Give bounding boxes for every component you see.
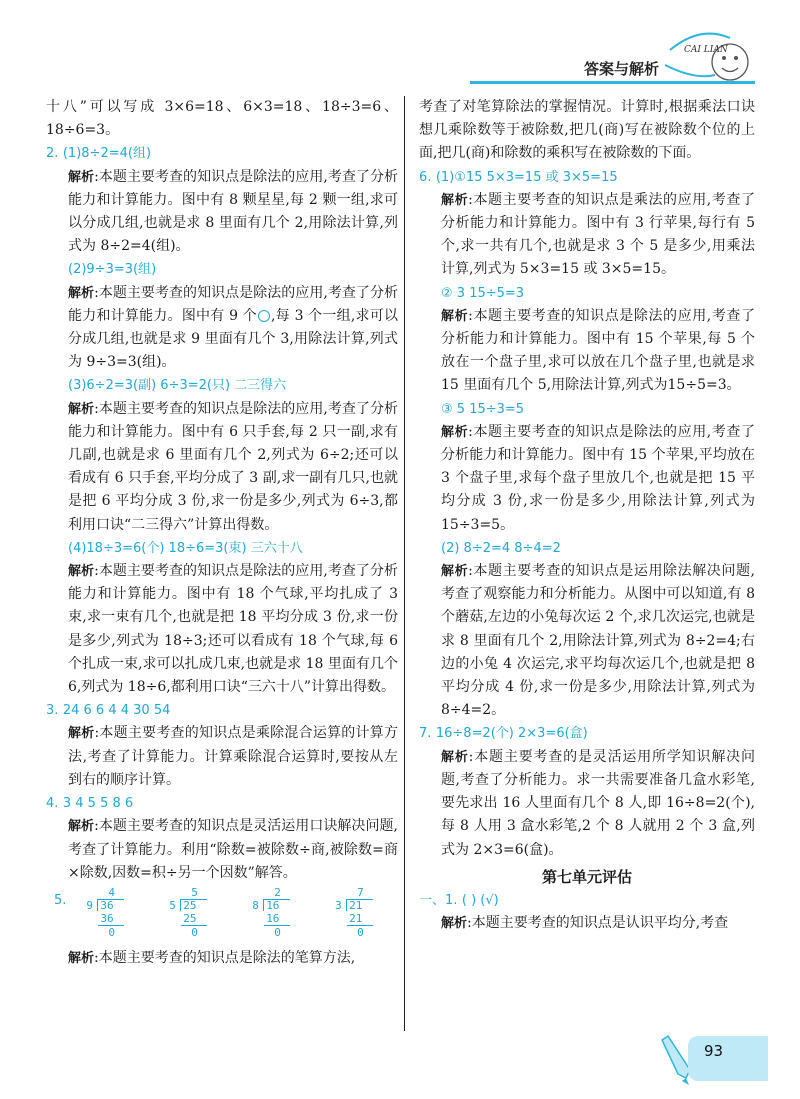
analysis-paragraph <box>419 421 755 537</box>
analysis-text: ,每 3 个一组,求可以分成几组,也就是求 9 里面有几个 3,用除法计算,列式为 9÷3=3(组)。 <box>68 307 398 371</box>
analysis-label: 解析 <box>68 950 95 966</box>
question-number: 3. <box>46 703 59 719</box>
paragraph-text: 十八”可以写成 3×6=18、6×3=18、18÷3=6、18÷6=3。 <box>46 99 398 139</box>
remainder: 0 <box>274 925 281 939</box>
answer-text: ( ) (√) <box>461 892 499 908</box>
unit-title: 第七单元评估 <box>541 867 632 886</box>
header-title: 答案与解析 <box>584 60 660 78</box>
analysis-text: :本题主要考查的是灵活运用所学知识解决问题,考查了分析能力。求一共需要准备几盒水彩笔,要先求出 16 人里面有几个 8 人,即 16÷8=2(个),每 8 人用 3 盒水彩笔,2 个 8 人就用 2 个 3 盒,列式为 2×3=6(盒)。 <box>441 748 755 858</box>
analysis-paragraph <box>46 560 398 699</box>
left-column <box>46 96 398 970</box>
analysis-text: :本题主要考查的知识点是除法的应用,考查了分析能力和计算能力。图中有 18 个气球,平均扎成了 3 束,求一束有几个,也就是把 18 平均分成 3 份,求一份是多少,列式为 18÷3;还可以看成有 18 个气球,每 6 个扎成一束,求可以扎成几束,也就是求 18 里面有几个 6,列式为 18÷6,都利用口诀“三六十八”计算出得数。 <box>68 563 398 696</box>
cailian-logo-icon <box>660 20 755 90</box>
dividend: 25 <box>183 898 197 912</box>
analysis-text: :本题主要考查的知识点是除法的笔算方法, <box>94 949 356 966</box>
answer-line <box>46 699 398 722</box>
product: 21 <box>349 911 363 925</box>
analysis-text: :本题主要考查的知识点是乘法的应用,考查了分析能力和计算能力。图中有 3 行苹果,每行有 5 个,求一共有几个,也就是求 3 个 5 是多少,用乘法计算,列式为 5×3=15 或 3×5=15。 <box>441 191 755 278</box>
division-bracket <box>180 899 181 911</box>
question-number: 5. <box>54 892 67 908</box>
analysis-paragraph <box>419 189 755 282</box>
divisor: 9 <box>86 898 94 912</box>
analysis-paragraph <box>419 746 755 862</box>
analysis-paragraph <box>419 560 755 722</box>
analysis-label: 解析 <box>68 726 95 742</box>
answer-text: (1)①15 5×3=15 或 3×5=15 <box>435 169 618 185</box>
long-division <box>169 887 232 947</box>
quotient: 4 <box>108 885 116 899</box>
svg-text:CAI LIAN: CAI LIAN <box>684 45 728 55</box>
divisor: 8 <box>252 898 259 912</box>
analysis-text: :本题主要考查的知识点是乘除混合运算的计算方法,考查了计算能力。计算乘除混合运算时,要按从左到右的顺序计算。 <box>68 725 398 788</box>
analysis-text: :本题主要考查的知识点是认识平均分,考查 <box>467 915 729 932</box>
answer-text: 3 4 5 5 8 6 <box>62 796 134 812</box>
answer-line <box>419 282 755 305</box>
analysis-label: 解析 <box>68 819 95 835</box>
paragraph-text: 考查了对笔算除法的掌握情况。计算时,根据乘法口诀想几乘除数等于被除数,把几(商)写在被除数个位的上面,把几(商)和除数的乘积写在被除数的下面。 <box>419 99 755 162</box>
analysis-paragraph <box>46 815 398 885</box>
question-number: 2. <box>46 146 59 162</box>
analysis-text: :本题主要考查的知识点是除法的应用,考查了分析能力和计算能力。图中有 8 颗星星,每 2 颗一组,求可以分成几组,也就是求 8 里面有几个 2,用除法计算,列式为 8÷2=4(组)。 <box>68 168 398 255</box>
answer-line <box>46 142 398 165</box>
analysis-text: :本题主要考查的知识点是灵活运用口诀解决问题,考查了计算能力。利用“除数=被除数÷商,被除数=商×除数,因数=积÷另一个因数”解答。 <box>68 818 398 881</box>
question-number: 7. <box>419 726 432 742</box>
analysis-label: 解析 <box>441 308 469 324</box>
analysis-label: 解析 <box>441 749 469 765</box>
answer-line <box>419 889 755 912</box>
quotient: 2 <box>274 885 281 899</box>
analysis-label: 解析 <box>68 285 95 301</box>
answer-line <box>419 722 755 745</box>
long-division <box>86 887 149 947</box>
answer-line <box>419 537 755 560</box>
answer-text: (2) 8÷2=4 8÷4=2 <box>441 540 561 556</box>
paragraph <box>46 96 398 142</box>
answer-line <box>46 374 398 397</box>
analysis-text: :本题主要考查的知识点是除法的应用,考查了分析能力和计算能力。图中有 6 只手套,每 2 只一副,求有几副,也就是求 6 里面有几个 2,列式为 6÷2;还可以看成有 6 只手套,平均分成了 3 副,求一副有几只,也就是把 6 平均分成 3 份,求一份是多少,列式为 6÷3,都利用口诀“二三得六”计算出得数。 <box>68 400 398 533</box>
question-number: 6. <box>419 169 432 185</box>
analysis-label: 解析 <box>441 916 468 932</box>
analysis-paragraph <box>46 947 398 970</box>
divisor: 3 <box>335 898 342 912</box>
remainder: 0 <box>108 925 116 939</box>
question-number: 4. <box>46 796 59 812</box>
column-divider <box>404 96 405 1031</box>
dividend: 36 <box>100 898 114 912</box>
analysis-text: :本题主要考查的知识点是除法的应用,考查了分析能力和计算能力。图中有 15 个苹果,每 5 个放在一个盘子里,求可以放在几个盘子里,也就是求 15 里面有几个 5,用除法计算,列式为15÷5=3。 <box>441 307 755 394</box>
analysis-text: :本题主要考查的知识点是除法的应用,考查了分析能力和计算能力。图中有 9 个 <box>68 284 398 324</box>
answer-text: 16÷8=2(个) 2×3=6(盒) <box>435 726 588 742</box>
question-number: 一、1. <box>419 892 458 908</box>
analysis-paragraph <box>46 398 398 537</box>
paragraph <box>419 96 755 166</box>
remainder: 0 <box>191 925 198 939</box>
analysis-text: :本题主要考查的知识点是除法的应用,考查了分析能力和计算能力。图中有 15 个苹果,平均放在 3 个盘子里,求每个盘子里放几个,也就是把 15 平均分成 3 份,求一份是多少,用除法计算,列式为 15÷3=5。 <box>441 423 755 533</box>
quotient: 7 <box>357 885 364 899</box>
circle-icon <box>258 310 270 322</box>
dividend: 21 <box>349 898 363 912</box>
analysis-label: 解析 <box>68 401 95 417</box>
answer-line <box>419 166 755 189</box>
remainder: 0 <box>357 925 364 939</box>
dividend: 16 <box>266 898 280 912</box>
answer-line <box>46 258 398 281</box>
analysis-paragraph <box>46 282 398 375</box>
division-bracket <box>346 899 347 911</box>
header-divider <box>470 81 755 84</box>
product: 25 <box>183 911 197 925</box>
long-division <box>252 887 315 947</box>
answer-text: ③ 5 15÷3=5 <box>441 401 525 417</box>
analysis-label: 解析 <box>441 564 469 580</box>
analysis-label: 解析 <box>441 192 469 208</box>
answer-text: 24 6 6 4 4 30 54 <box>62 703 171 719</box>
product: 36 <box>100 911 114 925</box>
division-bracket <box>97 899 98 911</box>
analysis-label: 解析 <box>68 169 95 185</box>
page-number: 93 <box>704 1042 724 1060</box>
long-division-row <box>46 887 398 947</box>
answer-text: ② 3 15÷5=3 <box>441 285 525 301</box>
divisor: 5 <box>169 898 176 912</box>
answer-line <box>46 537 398 560</box>
long-division <box>335 887 398 947</box>
answer-text: (2)9÷3=3(组) <box>68 262 157 278</box>
analysis-text: :本题主要考查的知识点是运用除法解决问题,考查了观察能力和分析能力。从图中可以知道,有 8 个蘑菇,左边的小兔每次运 2 个,求几次运完,也就是求 8 里面有几个 2,用除法计算,列式为 8÷2=4;右边的小兔 4 次运完,求平均每次运几个,也就是把 8 平均分成 4 份,求一份是多少,用除法计算,列式为 8÷4=2。 <box>441 563 755 719</box>
quotient: 5 <box>191 885 198 899</box>
answer-text: (1)8÷2=4(组) <box>62 146 152 162</box>
analysis-label: 解析 <box>68 564 95 580</box>
page-header <box>0 0 800 95</box>
page-number-tab <box>688 1036 768 1081</box>
answer-line <box>46 792 398 815</box>
analysis-paragraph <box>419 912 755 935</box>
analysis-paragraph <box>419 305 755 398</box>
answer-text: (4)18÷3=6(个) 18÷6=3(束) 三六十八 <box>68 540 303 556</box>
answer-text: (3)6÷2=3(副) 6÷3=2(只) 二三得六 <box>68 378 287 394</box>
division-bracket <box>263 899 264 911</box>
product: 16 <box>266 911 280 925</box>
right-column <box>419 96 755 935</box>
analysis-label: 解析 <box>441 424 469 440</box>
analysis-paragraph <box>46 722 398 792</box>
answer-line <box>419 398 755 421</box>
analysis-paragraph <box>46 166 398 259</box>
